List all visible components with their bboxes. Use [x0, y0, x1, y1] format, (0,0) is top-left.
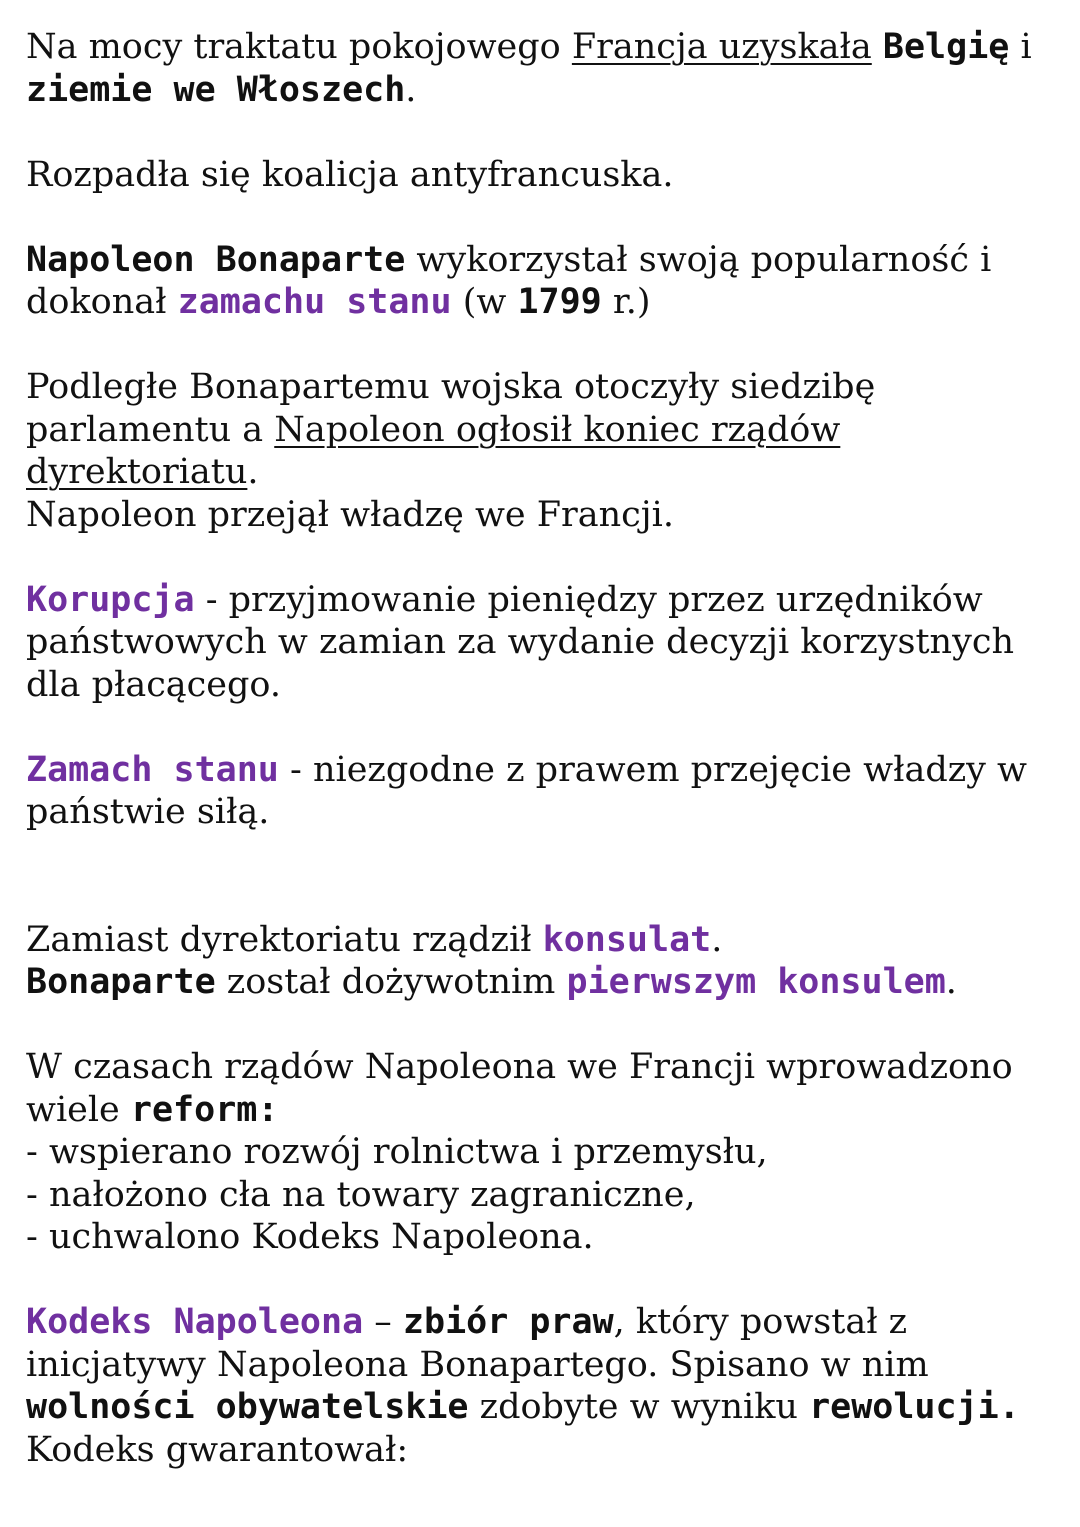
paragraph-reforms: W czasach rządów Napoleona we Francji wprowadzono wiele reform: - wspierano rozwój rolnictwa i przemysłu, - nałożono cła na towary zagraniczne, - uchwalono Kodeks Napoleona. [26, 1046, 1066, 1259]
text: Na mocy traktatu pokojowego [26, 27, 572, 67]
underlined-phrase: dyrektoriatu [26, 452, 248, 492]
key-term-first-consul: pierwszym konsulem [566, 962, 946, 1002]
list-item: - nałożono cła na towary zagraniczne, [26, 1174, 696, 1215]
bold-year: 1799 [517, 282, 602, 322]
bold-term-bonaparte: Bonaparte [26, 962, 216, 1002]
paragraph-coup: Napoleon Bonaparte wykorzystał swoją popularność i dokonał zamachu stanu (w 1799 r.) [26, 239, 992, 322]
document-page [26, 26, 1066, 1471]
definition-corruption: Korupcja - przyjmowanie pieniędzy przez urzędników państwowych w zamian za wydanie decyzji korzystnych dla płacącego. [26, 579, 1014, 705]
bold-term-napoleon: Napoleon Bonaparte [26, 239, 406, 280]
paragraph-coalition [26, 154, 1066, 197]
list-item: - wspierano rozwój rolnictwa i przemysłu, [26, 1132, 768, 1172]
bold-term-law-collection: zbiór praw [402, 1302, 614, 1342]
key-term-consulate: konsulat [542, 919, 712, 960]
definition-coup: Zamach stanu - niezgodne z prawem przejęcie władzy w państwie siłą. [26, 749, 1028, 832]
bold-term-italy-lands: ziemie we Włoszech [26, 69, 406, 110]
bold-term-reforms: reform: [130, 1089, 279, 1130]
key-term-coup-definition: Zamach stanu [26, 749, 279, 790]
list-item: - uchwalono Kodeks Napoleona. [26, 1217, 594, 1257]
definition-napoleonic-code: Kodeks Napoleona – zbiór praw, który powstał z inicjatywy Napoleona Bonapartego. Spisano w nim wolności obywatelskie zdobyte w wyniku rewolucji. Kodeks gwarantował: [26, 1302, 1020, 1470]
underlined-phrase: Francja uzyskała [571, 27, 872, 67]
paragraph-parliament: Podległe Bonapartemu wojska otoczyły siedzibę parlamentu a Napoleon ogłosił koniec rządów dyrektoriatu. Napoleon przejął władzę we Francji. [26, 367, 876, 535]
key-term-coup: zamachu stanu [177, 282, 452, 322]
bold-term-revolution: rewolucji. [809, 1387, 1020, 1427]
key-term-napoleonic-code: Kodeks Napoleona [26, 1302, 364, 1342]
underlined-phrase: Napoleon ogłosił koniec rządów [274, 409, 841, 450]
text: Rozpadła się koalicja antyfrancuska. [26, 154, 674, 195]
paragraph-consulate: Zamiast dyrektoriatu rządził konsulat. Bonaparte został dożywotnim pierwszym konsulem. [26, 919, 957, 1002]
key-term-corruption: Korupcja [26, 579, 195, 620]
bold-term-civil-liberties: wolności obywatelskie [26, 1387, 469, 1427]
bold-term-belgium: Belgię [882, 27, 1010, 67]
paragraph-peace-treaty: Na mocy traktatu pokojowego Francja uzyskała Belgię i ziemie we Włoszech. [26, 27, 1032, 110]
